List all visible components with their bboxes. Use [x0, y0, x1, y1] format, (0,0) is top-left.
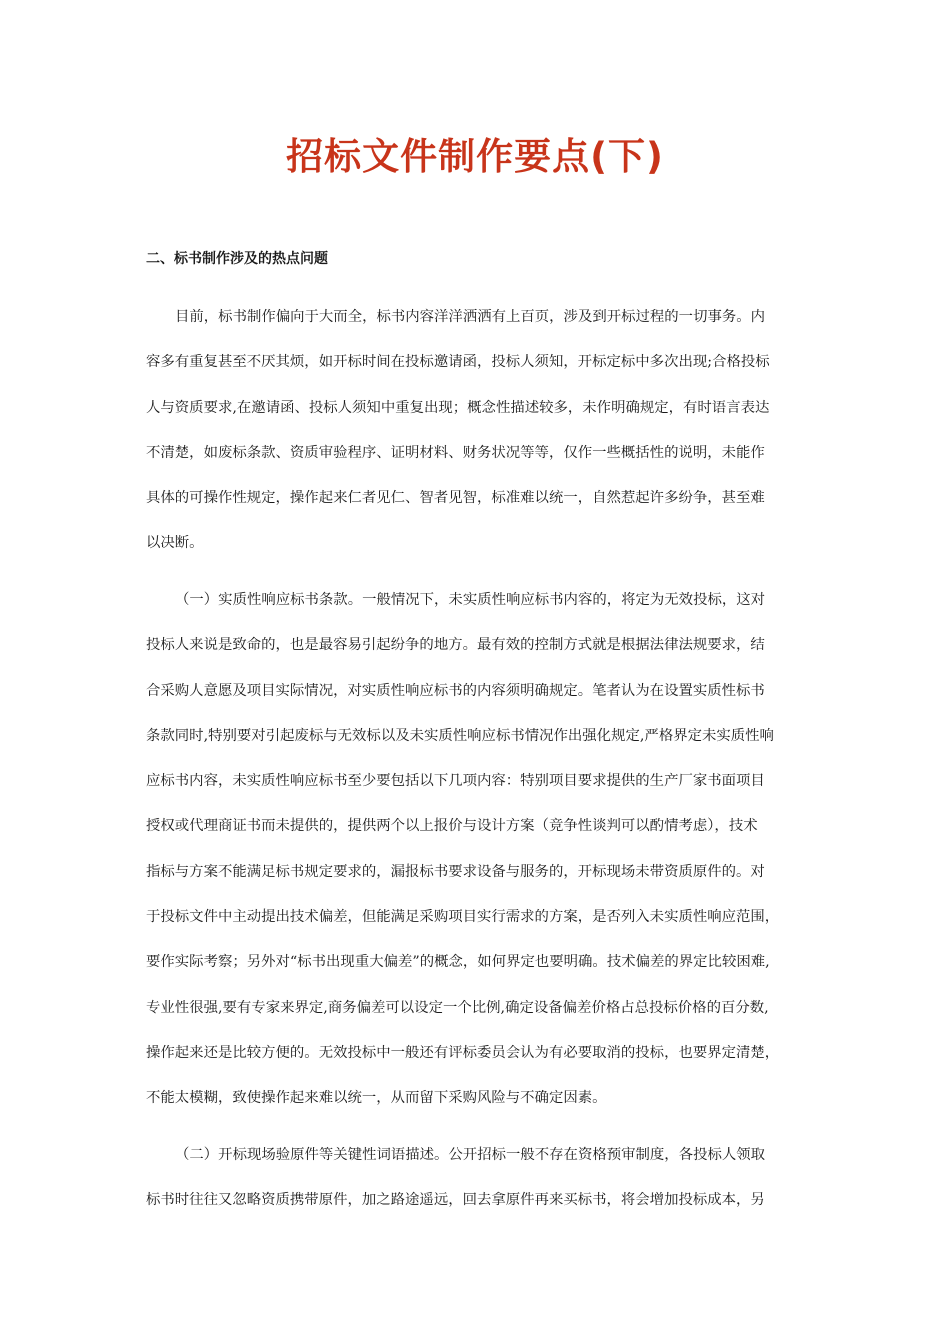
paragraph-line: 授权或代理商证书而未提供的，提供两个以上报价与设计方案（竞争性谈判可以酌情考虑），技术: [146, 818, 758, 835]
paragraph-line: 具体的可操作性规定，操作起来仁者见仁、智者见智，标准难以统一，自然惹起许多纷争，甚至难: [146, 490, 765, 507]
section-heading: 二、标书制作涉及的热点问题: [146, 251, 328, 267]
paragraph-line: 标书时往往又忽略资质携带原件，加之路途遥远，回去拿原件再来买标书，将会增加投标成本，另: [146, 1192, 765, 1209]
document-title: 招标文件制作要点(下): [286, 135, 664, 178]
paragraph-line: 操作起来还是比较方便的。无效投标中一般还有评标委员会认为有必要取消的投标，也要界定清楚，: [146, 1044, 780, 1061]
paragraph-line: 不能太模糊，致使操作起来难以统一，从而留下采购风险与不确定因素。: [146, 1090, 607, 1107]
paragraph-intro: [146, 295, 806, 567]
paragraph-line: 容多有重复甚至不厌其烦，如开标时间在投标邀请函，投标人须知，开标定标中多次出现;合格投标: [146, 354, 770, 371]
paragraph-line: （一）实质性响应标书条款。一般情况下，未实质性响应标书内容的，将定为无效投标，这对: [175, 592, 766, 608]
paragraph-line: 专业性很强,要有专家来界定,商务偏差可以设定一个比例,确定设备偏差价格占总投标价格的百分数,: [146, 999, 769, 1016]
paragraph-line: 人与资质要求,在邀请函、投标人须知中重复出现；概念性描述较多，未作明确规定，有时语言表达: [146, 399, 770, 416]
paragraph-substantive-response: [146, 578, 806, 1122]
paragraph-line: 条款同时,特别要对引起废标与无效标以及未实质性响应标书情况作出强化规定,严格界定未实质性响: [146, 727, 774, 744]
paragraph-original-verification: [146, 1133, 806, 1224]
paragraph-line: 要作实际考察；另外对“标书出现重大偏差”的概念，如何界定也要明确。技术偏差的界定比较困难,: [146, 954, 770, 971]
paragraph-line: 投标人来说是致命的，也是最容易引起纷争的地方。最有效的控制方式就是根据法律法规要求，结: [146, 637, 765, 654]
paragraph-line: 以决断。: [146, 535, 204, 552]
paragraph-line: （二）开标现场验原件等关键性词语描述。公开招标一般不存在资格预审制度，各投标人领取: [175, 1147, 766, 1163]
paragraph-line: 于投标文件中主动提出技术偏差，但能满足采购项目实行需求的方案，是否列入未实质性响应范围，: [146, 909, 780, 926]
paragraph-line: 不清楚，如废标条款、资质审验程序、证明材料、财务状况等等，仅作一些概括性的说明，未能作: [146, 444, 765, 461]
paragraph-line: 目前，标书制作偏向于大而全，标书内容洋洋洒洒有上百页，涉及到开标过程的一切事务。内: [175, 309, 766, 325]
paragraph-line: 合采购人意愿及项目实际情况，对实质性响应标书的内容须明确规定。笔者认为在设置实质性标书: [146, 682, 765, 699]
paragraph-line: 应标书内容，未实质性响应标书至少要包括以下几项内容：特别项目要求提供的生产厂家书面项目: [146, 773, 765, 790]
paragraph-line: 指标与方案不能满足标书规定要求的，漏报标书要求设备与服务的，开标现场未带资质原件的。对: [146, 863, 765, 880]
